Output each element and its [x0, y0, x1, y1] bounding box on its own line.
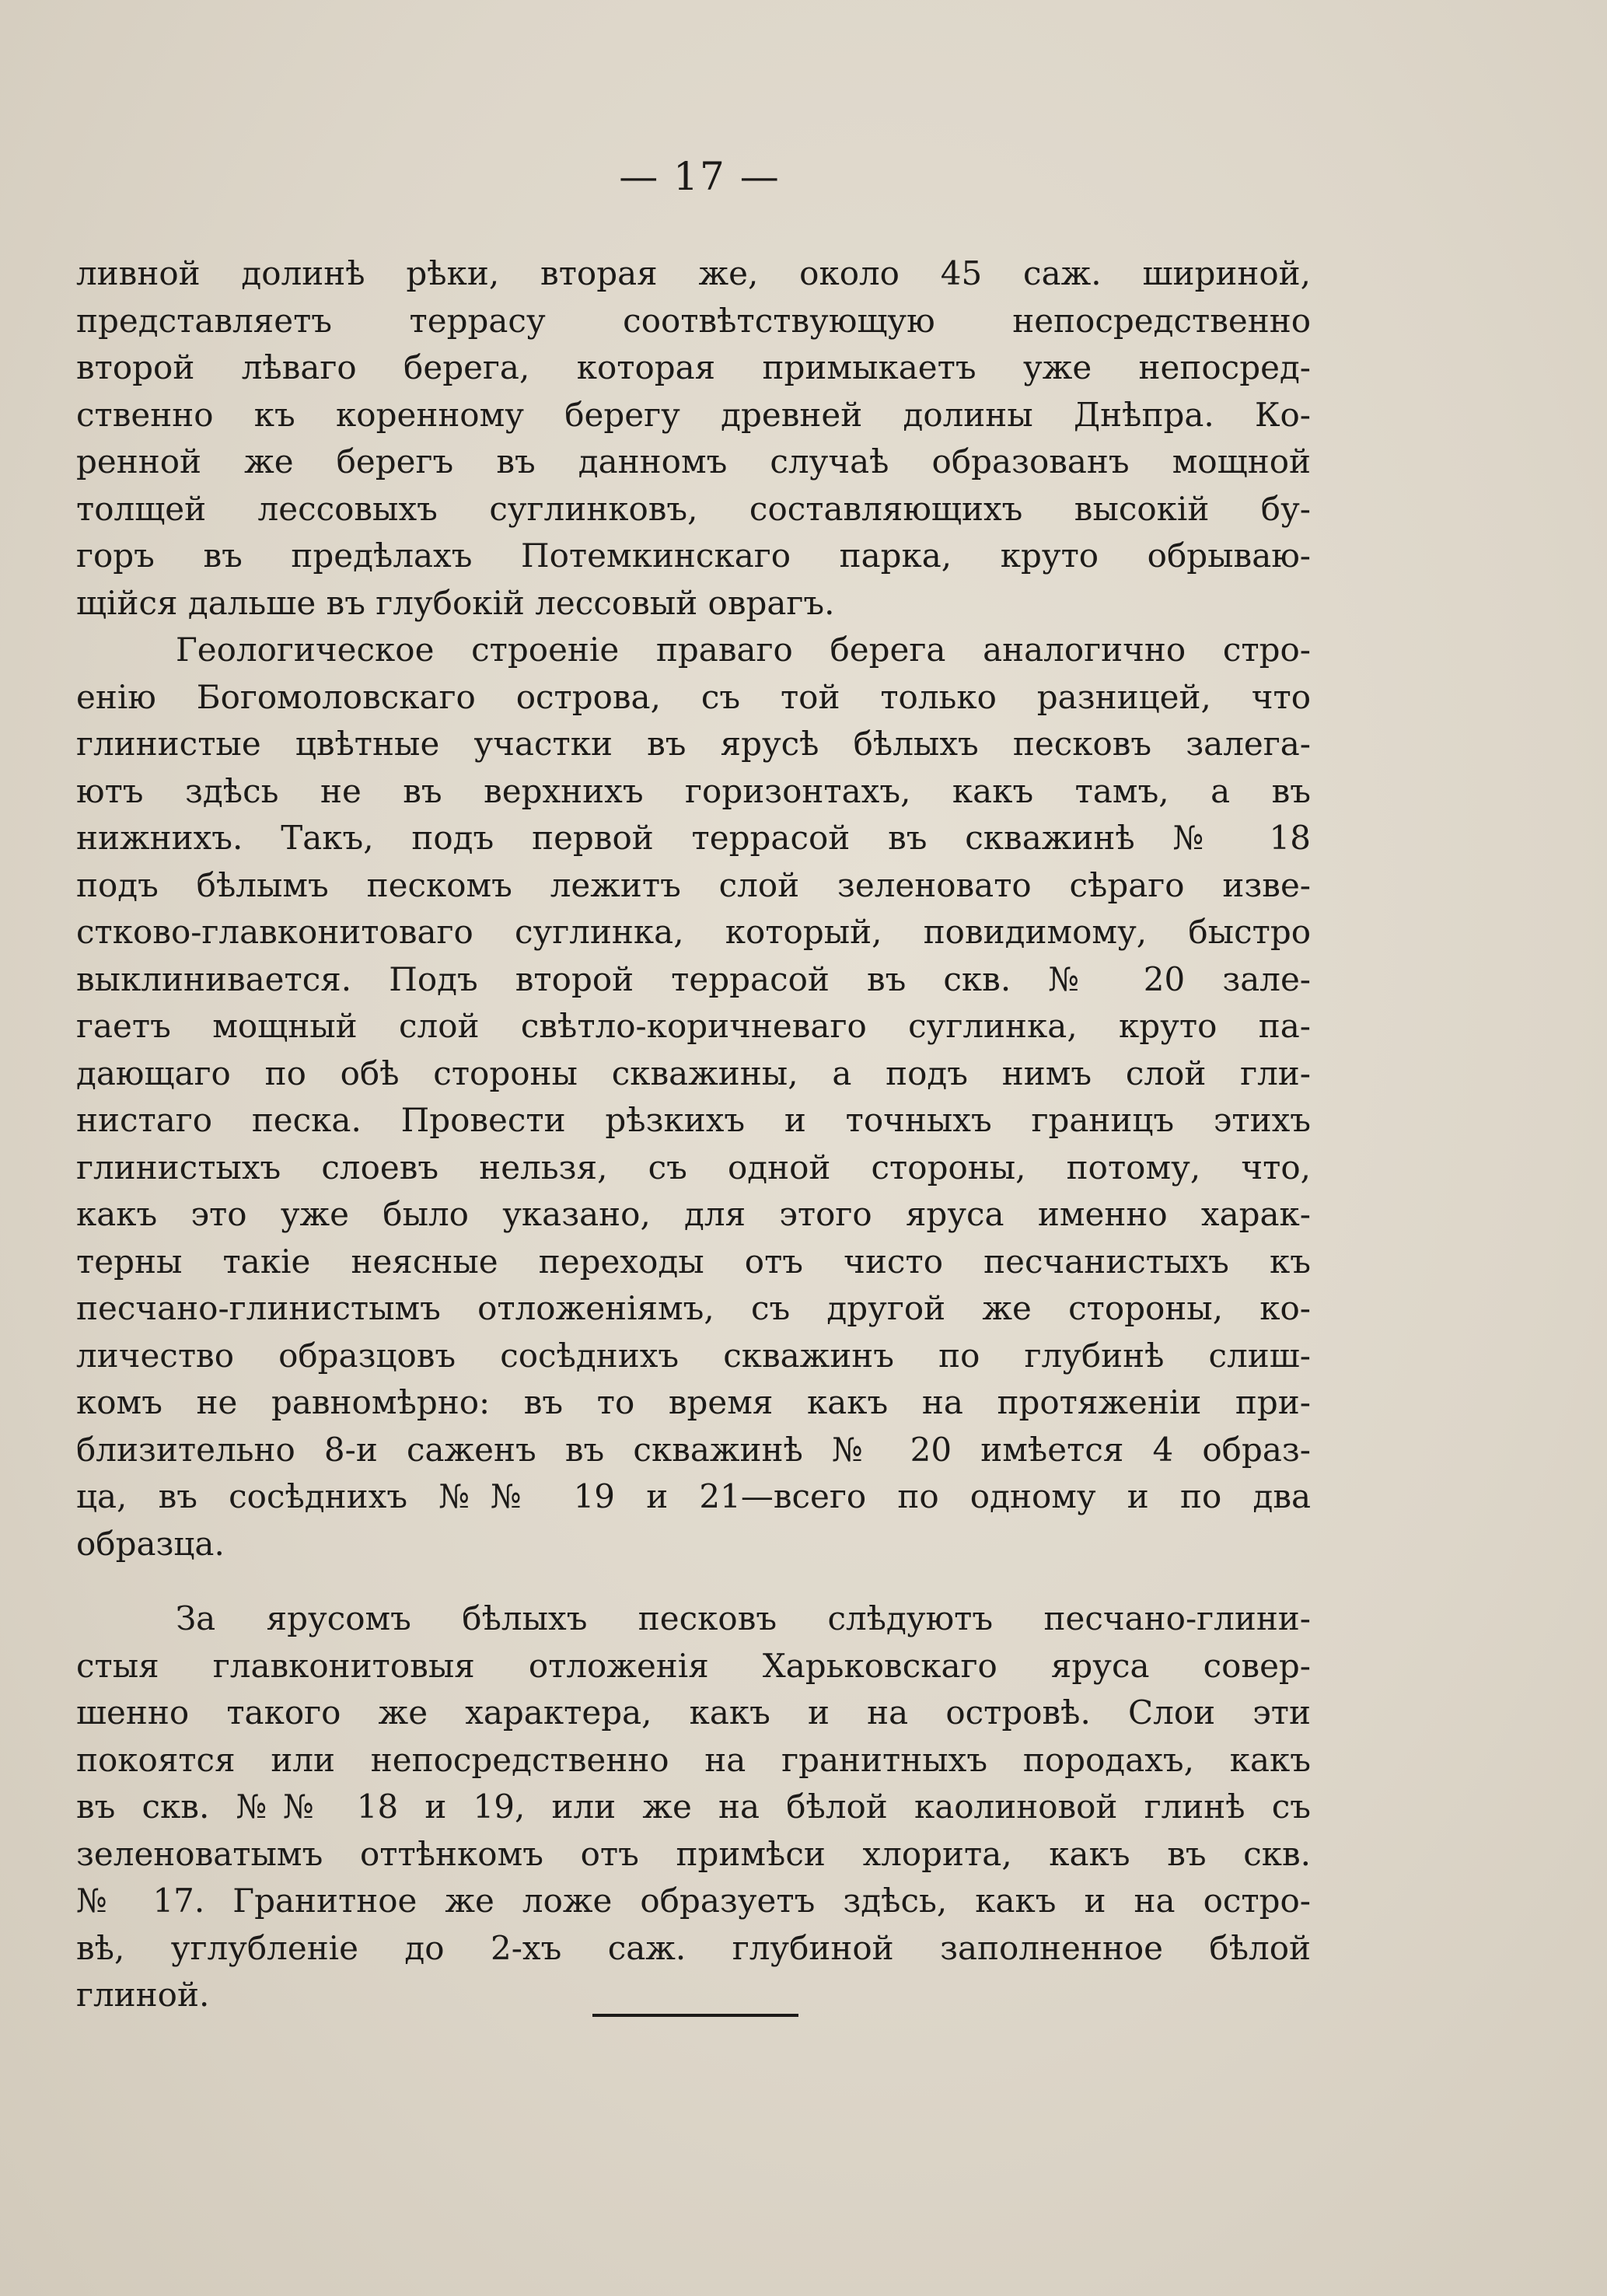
text-line: комъ не равномѣрно: въ то время какъ на протяженіи при- — [76, 1383, 1311, 1421]
text-line: гаетъ мощный слой свѣтло-коричневаго суглинка, круто па- — [76, 1007, 1311, 1045]
end-rule — [592, 2014, 798, 2017]
text-line: вѣ, углубленіе до 2-хъ саж. глубиной заполненное бѣлой — [76, 1928, 1311, 1967]
text-line: нистаго песка. Провести рѣзкихъ и точныхъ границъ этихъ — [76, 1101, 1311, 1139]
text-line: дающаго по обѣ стороны скважины, а подъ нимъ слой гли- — [76, 1054, 1311, 1092]
text-line: выклинивается. Подъ второй террасой въ скв. № 20 зале- — [76, 959, 1311, 998]
text-line: личество образцовъ сосѣднихъ скважинъ по глубинѣ слиш- — [76, 1336, 1311, 1375]
text-line: покоятся или непосредственно на гранитныхъ породахъ, какъ — [76, 1740, 1311, 1779]
text-line: За ярусомъ бѣлыхъ песковъ слѣдуютъ песчано-глини- — [176, 1599, 1311, 1637]
text-line: щійся дальше въ глубокій лессовый оврагъ. — [76, 583, 835, 622]
text-line: второй лѣваго берега, которая примыкаетъ уже непосред- — [76, 348, 1311, 386]
text-line: ца, въ сосѣднихъ №№ 19 и 21—всего по одному и по два — [76, 1477, 1311, 1515]
text-line: песчано-глинистымъ отложеніямъ, съ другой же стороны, ко- — [76, 1289, 1311, 1327]
text-line: Геологическое строеніе праваго берега аналогично стро- — [176, 631, 1311, 669]
text-line: терны такіе неясные переходы отъ чисто песчанистыхъ къ — [76, 1242, 1311, 1281]
text-line: представляетъ террасу соотвѣтствующую непосредственно — [76, 301, 1311, 340]
text-line: № 17. Гранитное же ложе образуетъ здѣсь, какъ и на остро- — [76, 1882, 1311, 1920]
paragraph — [76, 1595, 1311, 2019]
text-line: въ скв. №№ 18 и 19, или же на бѣлой каолиновой глинѣ съ — [76, 1788, 1311, 1826]
text-line: близительно 8-и саженъ въ скважинѣ № 20 имѣется 4 образ- — [76, 1430, 1311, 1469]
body-text — [76, 250, 1311, 2019]
page-number: — 17 — — [619, 154, 781, 199]
text-line: ренной же берегъ въ данномъ случаѣ образованъ мощной — [76, 442, 1311, 481]
text-line: стково-главконитоваго суглинка, который, повидимому, быстро — [76, 913, 1311, 951]
paragraph-spacer — [76, 1567, 1311, 1595]
text-line: зеленоватымъ оттѣнкомъ отъ примѣси хлорита, какъ въ скв. — [76, 1834, 1311, 1873]
text-line: ютъ здѣсь не въ верхнихъ горизонтахъ, какъ тамъ, а въ — [76, 771, 1311, 810]
text-line: глинистыхъ слоевъ нельзя, съ одной стороны, потому, что, — [76, 1148, 1311, 1186]
text-line: горъ въ предѣлахъ Потемкинскаго парка, круто обрываю- — [76, 536, 1311, 575]
text-line: какъ это уже было указано, для этого яруса именно харак- — [76, 1195, 1311, 1233]
text-line: шенно такого же характера, какъ и на островѣ. Слои эти — [76, 1693, 1311, 1732]
text-line: енію Богомоловскаго острова, съ той только разницей, что — [76, 677, 1311, 716]
text-line: толщей лессовыхъ суглинковъ, составляющихъ высокій бу- — [76, 489, 1311, 528]
text-line: подъ бѣлымъ пескомъ лежитъ слой зеленовато сѣраго изве- — [76, 865, 1311, 904]
paragraph — [76, 627, 1311, 1567]
text-line: ственно къ коренному берегу древней долины Днѣпра. Ко- — [76, 395, 1311, 434]
text-line: ливной долинѣ рѣки, вторая же, около 45 саж. шириной, — [76, 254, 1311, 292]
text-line: глиной. — [76, 1976, 210, 2014]
text-line: стыя главконитовыя отложенія Харьковскаго яруса совер- — [76, 1646, 1311, 1685]
text-line: образца. — [76, 1524, 225, 1563]
paragraph — [76, 250, 1311, 627]
text-line: глинистые цвѣтные участки въ ярусѣ бѣлыхъ песковъ залега- — [76, 725, 1311, 763]
text-line: нижнихъ. Такъ, подъ первой террасой въ скважинѣ № 18 — [76, 819, 1311, 857]
